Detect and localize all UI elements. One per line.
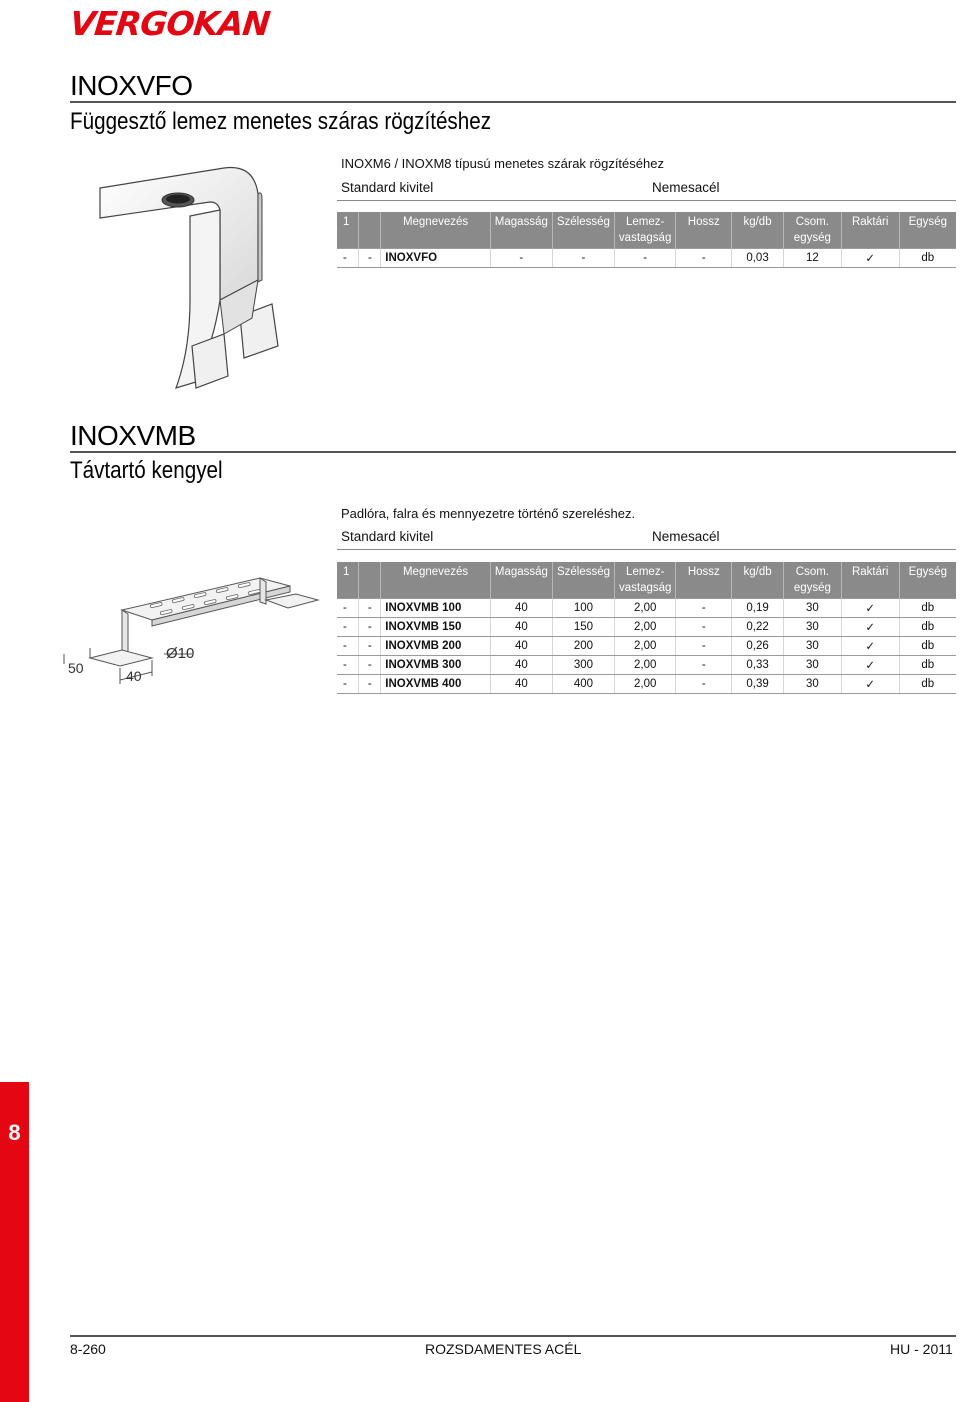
footer-rule — [70, 1335, 956, 1337]
cell-name: INOXVMB 400 — [381, 675, 491, 694]
col-length: Hossz — [676, 212, 732, 249]
product-code-inoxvmb: INOXVMB — [70, 420, 196, 451]
cell-width: 300 — [552, 656, 614, 675]
cell-height: 40 — [490, 656, 552, 675]
cell-blank: - — [359, 249, 381, 268]
cell-pack: 30 — [783, 675, 841, 694]
cell-name: INOXVFO — [381, 249, 491, 268]
cell-height: 40 — [490, 599, 552, 618]
cell-name: INOXVMB 300 — [381, 656, 491, 675]
col-thickness — [614, 212, 675, 249]
cell-index: - — [337, 675, 359, 694]
col-height: Magasság — [490, 562, 552, 599]
section-rule — [70, 451, 956, 453]
cell-index: - — [337, 656, 359, 675]
inoxvfo-spec-table — [337, 212, 956, 268]
cell-unit: db — [899, 637, 956, 656]
col-thickness-line2: vastagság — [618, 232, 672, 244]
inoxvfo-description: INOXM6 / INOXM8 típusú menetes szárak rögzítéséhez — [341, 156, 664, 171]
cell-index: - — [337, 618, 359, 637]
divider — [337, 549, 956, 550]
cell-blank: - — [359, 675, 381, 694]
table-header-row — [337, 562, 956, 599]
cell-pack: 30 — [783, 618, 841, 637]
cell-index: - — [337, 249, 359, 268]
col-thickness-line1: Lemez- — [626, 566, 665, 578]
cell-height: 40 — [490, 637, 552, 656]
footer-category: ROZSDAMENTES ACÉL — [425, 1341, 582, 1357]
cell-stock: ✓ — [841, 249, 899, 268]
col-index: 1 — [343, 566, 350, 578]
product-code-inoxvfo: INOXVFO — [70, 70, 193, 101]
col-stock: Raktári — [841, 562, 899, 599]
dim-label-50: 50 — [68, 660, 84, 676]
product-subtitle-inoxvfo: Függesztő lemez menetes száras rögzítéshez — [70, 108, 492, 135]
cell-width: 200 — [552, 637, 614, 656]
cell-stock: ✓ — [841, 675, 899, 694]
cell-thickness: 2,00 — [615, 637, 676, 656]
cell-weight: 0,19 — [732, 599, 784, 618]
col-pack — [783, 562, 841, 599]
col-blank — [359, 212, 381, 249]
cell-width: 400 — [552, 675, 614, 694]
cell-stock: ✓ — [841, 599, 899, 618]
col-name: Megnevezés — [381, 212, 491, 249]
inoxvmb-description: Padlóra, falra és mennyezetre történő szereléshez. — [341, 506, 636, 521]
col-weight: kg/db — [732, 212, 784, 249]
cell-unit: db — [899, 599, 956, 618]
cell-unit: db — [899, 618, 956, 637]
cell-stock: ✓ — [841, 656, 899, 675]
product-subtitle-inoxvmb: Távtartó kengyel — [70, 457, 223, 484]
cell-name: INOXVMB 100 — [381, 599, 491, 618]
cell-thickness: - — [614, 249, 675, 268]
cell-blank: - — [359, 656, 381, 675]
col-pack-line2: egység — [793, 232, 831, 244]
footer-edition: HU - 2011 — [890, 1341, 953, 1357]
table-row — [337, 618, 956, 637]
section-rule — [70, 101, 956, 103]
cell-width: 150 — [552, 618, 614, 637]
col-pack-line1: Csom. — [795, 566, 829, 578]
cell-index: - — [337, 599, 359, 618]
table-row — [337, 675, 956, 694]
cell-length: - — [676, 675, 732, 694]
cell-blank: - — [359, 637, 381, 656]
cell-width: - — [552, 249, 614, 268]
cell-pack: 30 — [783, 599, 841, 618]
cell-weight: 0,03 — [732, 249, 784, 268]
cell-pack: 30 — [783, 656, 841, 675]
cell-unit: db — [899, 675, 956, 694]
table-header-row — [337, 212, 956, 249]
dim-label-40: 40 — [126, 668, 142, 684]
inoxvmb-illustration — [60, 568, 322, 700]
col-width: Szélesség — [552, 212, 614, 249]
cell-stock: ✓ — [841, 618, 899, 637]
inoxvmb-spec-table — [337, 562, 956, 694]
col-pack-line2: egység — [793, 582, 831, 594]
col-length: Hossz — [676, 562, 732, 599]
col-unit: Egység — [899, 212, 956, 249]
col-width: Szélesség — [552, 562, 614, 599]
col-unit: Egység — [899, 562, 956, 599]
cell-name: INOXVMB 150 — [381, 618, 491, 637]
col-name: Megnevezés — [381, 562, 491, 599]
col-thickness-line1: Lemez- — [625, 216, 665, 228]
cell-pack: 30 — [783, 637, 841, 656]
table-row — [337, 249, 956, 268]
cell-width: 100 — [552, 599, 614, 618]
table-row — [337, 656, 956, 675]
cell-height: - — [490, 249, 552, 268]
cell-length: - — [676, 599, 732, 618]
col-index: 1 — [343, 216, 350, 228]
cell-thickness: 2,00 — [615, 675, 676, 694]
cell-thickness: 2,00 — [615, 599, 676, 618]
cell-index: - — [337, 637, 359, 656]
cell-length: - — [676, 656, 732, 675]
table-row — [337, 599, 956, 618]
cell-thickness: 2,00 — [615, 656, 676, 675]
cell-thickness: 2,00 — [615, 618, 676, 637]
col-thickness — [615, 562, 676, 599]
chapter-number: 8 — [8, 1120, 21, 1145]
cell-stock: ✓ — [841, 637, 899, 656]
cell-height: 40 — [490, 618, 552, 637]
inoxvfo-version-label: Standard kivitel — [341, 180, 434, 195]
cell-height: 40 — [490, 675, 552, 694]
cell-weight: 0,22 — [732, 618, 784, 637]
inoxvmb-material-label: Nemesacél — [652, 529, 720, 544]
inoxvmb-version-label: Standard kivitel — [341, 529, 434, 544]
cell-length: - — [676, 618, 732, 637]
col-pack — [783, 212, 841, 249]
col-height: Magasság — [490, 212, 552, 249]
divider — [337, 200, 956, 201]
col-pack-line1: Csom. — [795, 216, 829, 228]
col-thickness-line2: vastagság — [619, 582, 672, 594]
cell-unit: db — [899, 249, 956, 268]
cell-blank: - — [359, 618, 381, 637]
cell-length: - — [676, 637, 732, 656]
inoxvfo-illustration — [92, 150, 322, 400]
col-stock: Raktári — [841, 212, 899, 249]
cell-unit: db — [899, 656, 956, 675]
cell-weight: 0,26 — [732, 637, 784, 656]
cell-blank: - — [359, 599, 381, 618]
inoxvfo-material-label: Nemesacél — [652, 180, 720, 195]
brand-logo: VERGOKAN — [67, 4, 272, 43]
dim-label-hole: Ø10 — [166, 645, 195, 662]
cell-weight: 0,33 — [732, 656, 784, 675]
col-blank — [359, 562, 381, 599]
cell-pack: 12 — [783, 249, 841, 268]
cell-length: - — [676, 249, 732, 268]
table-row — [337, 637, 956, 656]
cell-weight: 0,39 — [732, 675, 784, 694]
col-weight: kg/db — [732, 562, 784, 599]
footer-page-number: 8-260 — [70, 1341, 106, 1357]
cell-name: INOXVMB 200 — [381, 637, 491, 656]
